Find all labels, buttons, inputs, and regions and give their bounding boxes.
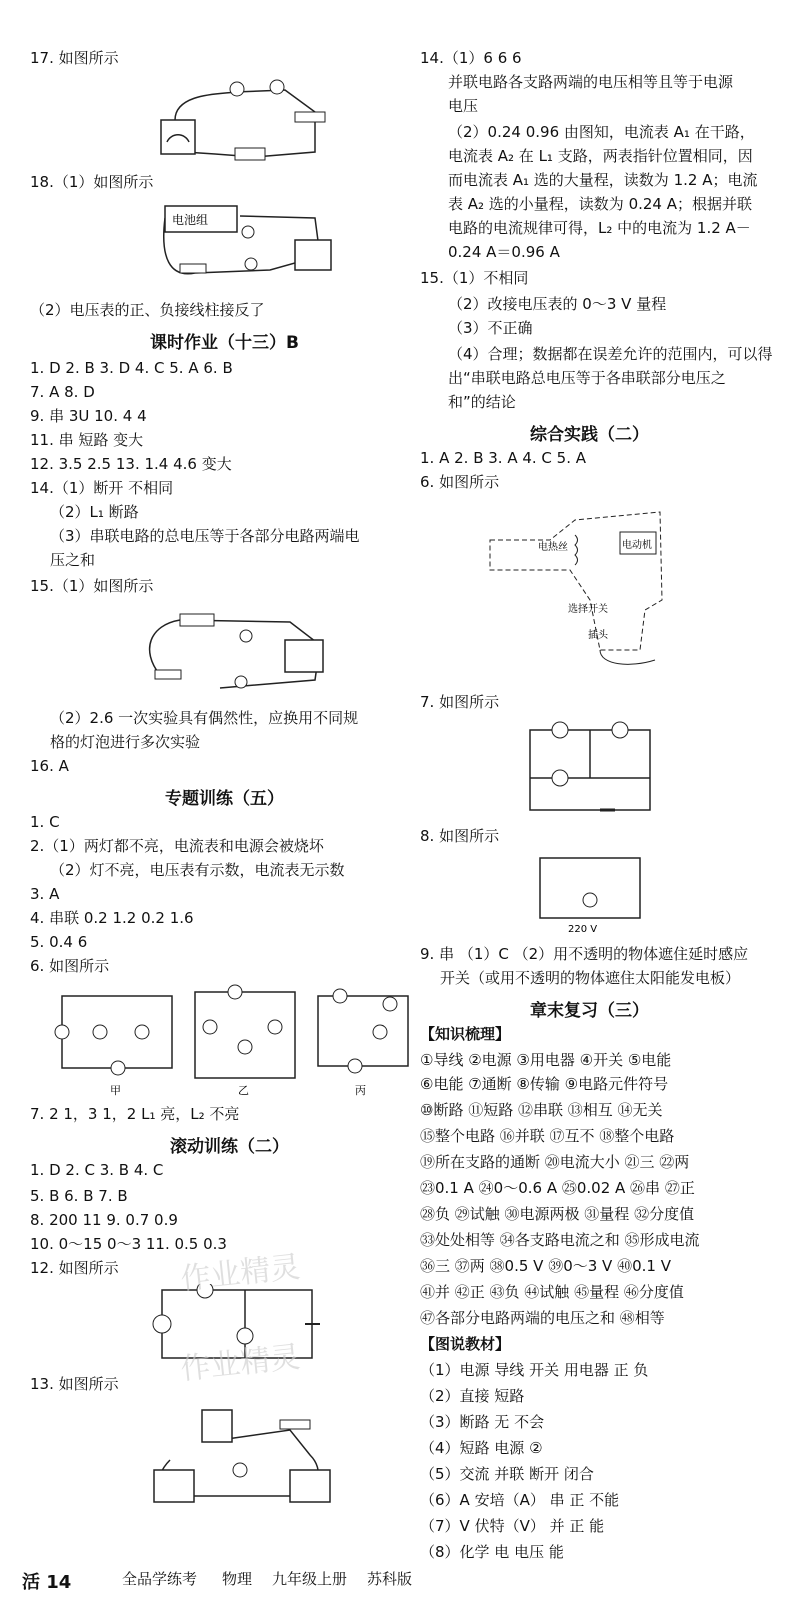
answer-line: （3）断路 无 不会 [420, 1413, 545, 1431]
lamp-icon [55, 1025, 69, 1039]
answer-line: 9. 串 3U 10. 4 4 [30, 407, 147, 425]
voltmeter-icon [373, 1025, 387, 1039]
answer-line: （6）A 安培（A） 串 正 不能 [420, 1491, 620, 1509]
figure-label: 乙 [238, 1084, 249, 1097]
answer-line: 15.（1）如图所示 [30, 577, 154, 595]
answer-line: 12. 如图所示 [30, 1259, 119, 1277]
switch-icon [180, 264, 206, 273]
figure-dryer-circuit [480, 500, 700, 675]
switch-label: 选择开关 [568, 604, 608, 615]
answer-line: 8. 200 11 9. 0.7 0.9 [30, 1211, 178, 1229]
answer-line: （2）改接电压表的 0～3 V 量程 [448, 295, 667, 313]
ammeter-icon [154, 1470, 194, 1502]
answer-line: 开关（或用不透明的物体遮住太阳能发电板） [440, 969, 741, 987]
answer-line: 6. 如图所示 [30, 957, 110, 975]
answer-line: ⑥电能 ⑦通断 ⑧传输 ⑨电路元件符号 [420, 1075, 669, 1093]
voltmeter-icon [228, 985, 242, 999]
answer-line: 5. B 6. B 7. B [30, 1187, 128, 1205]
voltmeter-icon [285, 640, 323, 672]
answer-line: ㉘负 ㉙试触 ㉚电源两极 ㉛量程 ㉜分度值 [420, 1205, 695, 1223]
lamp-icon [333, 989, 347, 1003]
answer-line: 14.（1）6 6 6 [420, 49, 522, 67]
answer-line: 电路的电流规律可得，L₂ 中的电流为 1.2 A－ [448, 219, 751, 237]
subsection-title: 【知识梳理】 [420, 1025, 511, 1043]
answer-line: 7. 如图所示 [420, 693, 500, 711]
heater-icon [575, 535, 578, 565]
figure-18-circuit [150, 198, 350, 293]
q18-label: 18.（1）如图所示 [30, 173, 154, 191]
answer-line: （5）交流 并联 断开 闭合 [420, 1465, 594, 1483]
answer-line: 3. A [30, 885, 60, 903]
answer-line: ㊶并 ㊷正 ㊸负 ㊹试触 ㊺量程 ㊻分度值 [420, 1283, 684, 1301]
ammeter-icon [135, 1025, 149, 1039]
voltmeter-icon [290, 1470, 330, 1502]
answer-line: ㉝处处相等 ㉞各支路电流之和 ㉟形成电流 [420, 1231, 700, 1249]
answer-line: 电流表 A₂ 在 L₁ 支路，两表指针位置相同，因 [448, 147, 753, 165]
answer-line: （2）直接 短路 [420, 1387, 525, 1405]
voltmeter-icon [238, 1040, 252, 1054]
answer-line: ⑮整个电路 ⑯并联 ⑰互不 ⑱整个电路 [420, 1127, 675, 1145]
answer-line: 9. 串 （1）C （2）用不透明的物体遮住延时感应 [420, 945, 749, 963]
answer-line: 5. 0.4 6 [30, 933, 88, 951]
lamp-icon [203, 1020, 217, 1034]
answer-line: 10. 0～15 0～3 11. 0.5 0.3 [30, 1235, 227, 1253]
answer-line: 并联电路各支路两端的电压相等且等于电源 [448, 73, 734, 91]
lamp-icon [348, 1059, 362, 1073]
lamp-icon [230, 82, 244, 96]
voltmeter-icon [295, 240, 331, 270]
heater-label: 电热丝 [538, 542, 568, 553]
ammeter-icon [383, 997, 397, 1011]
answer-line: 电压 [448, 97, 479, 115]
section-heading: 课时作业（十三）B [150, 333, 299, 353]
answer-line: ①导线 ②电源 ③用电器 ④开关 ⑤电能 [420, 1051, 672, 1069]
subject: 物理 [222, 1570, 253, 1588]
lamp-icon [242, 226, 254, 238]
battery-icon [180, 614, 214, 626]
switch-icon [280, 1420, 310, 1429]
answer-line: 12. 3.5 2.5 13. 1.4 4.6 变大 [30, 455, 232, 473]
grade: 九年级上册 [272, 1570, 348, 1588]
answer-line: （2）2.6 一次实验具有偶然性，应换用不同规 [50, 709, 359, 727]
lamp-icon [93, 1025, 107, 1039]
answer-line: 1. D 2. B 3. D 4. C 5. A 6. B [30, 359, 233, 377]
answer-line: ㊼各部分电路两端的电压之和 ㊽相等 [420, 1309, 665, 1327]
figure-13-circuit [140, 1400, 340, 1510]
answer-line: 7. A 8. D [30, 383, 95, 401]
figure-7-circuit [520, 718, 660, 818]
switch-icon [295, 112, 325, 122]
answer-line: 11. 串 短路 变大 [30, 431, 144, 449]
figure-17-circuit [155, 72, 335, 172]
answer-line: （8）化学 电 电压 能 [420, 1543, 564, 1561]
voltmeter-icon [552, 770, 568, 786]
figure-6-circuits [50, 982, 420, 1100]
voltage-label: 220 V [568, 924, 598, 935]
answer-line: 4. 串联 0.2 1.2 0.2 1.6 [30, 909, 194, 927]
answer-line: 1. A 2. B 3. A 4. C 5. A [420, 449, 587, 467]
answer-line: 2.（1）两灯都不亮，电流表和电源会被烧坏 [30, 837, 324, 855]
answer-line: 0.24 A＝0.96 A [448, 243, 560, 261]
answer-line: （4）短路 电源 ② [420, 1439, 543, 1457]
answer-line: （2）0.24 0.96 由图知，电流表 A₁ 在干路， [448, 123, 755, 141]
lamp-icon [240, 630, 252, 642]
lamp-icon [233, 1463, 247, 1477]
voltmeter-icon [111, 1061, 125, 1075]
figure-label: 丙 [355, 1084, 366, 1097]
edition: 苏科版 [367, 1570, 413, 1588]
q17-label: 17. 如图所示 [30, 49, 119, 67]
page-footer [22, 1566, 762, 1592]
answer-line: 格的灯泡进行多次实验 [50, 733, 201, 751]
plug-label: 插头 [588, 630, 608, 641]
book-title: 全品学练考 [122, 1570, 198, 1588]
answer-line: （3）不正确 [448, 319, 533, 337]
answer-line: 1. C [30, 813, 60, 831]
answer-line: ㊱三 ㊲两 ㊳0.5 V ㊴0～3 V ㊵0.1 V [420, 1257, 671, 1275]
answer-line: 1. D 2. C 3. B 4. C [30, 1161, 164, 1179]
answer-line: （2）灯不亮，电压表有示数，电流表无示数 [50, 861, 345, 879]
subsection-title: 【图说教材】 [420, 1335, 511, 1353]
motor-label: 电动机 [622, 540, 652, 551]
page-number: 活 14 [22, 1572, 72, 1593]
answer-line: 压之和 [50, 551, 96, 569]
figure-8-circuit [520, 850, 660, 935]
answer-line: 15.（1）不相同 [420, 269, 529, 287]
watermark: 作业精灵 [178, 1249, 302, 1298]
figure-15-circuit [140, 600, 340, 700]
section-heading: 综合实践（二） [530, 425, 649, 445]
lamp-icon [245, 258, 257, 270]
answer-line: 6. 如图所示 [420, 473, 500, 491]
lamp-icon [583, 893, 597, 907]
answer-line: 14.（1）断开 不相同 [30, 479, 174, 497]
plug-cord-icon [600, 650, 655, 664]
answer-line: 出“串联电路总电压等于各串联部分电压之 [448, 369, 726, 387]
answer-line: （7）V 伏特（V） 并 正 能 [420, 1517, 605, 1535]
lamp-icon [552, 722, 568, 738]
answer-line: 而电流表 A₁ 选的大量程，读数为 1.2 A；电流 [448, 171, 758, 189]
figure-label: 甲 [110, 1084, 121, 1097]
answer-line: （3）串联电路的总电压等于各部分电路两端电 [50, 527, 360, 545]
lamp-icon [270, 80, 284, 94]
watermark: 作业精灵 [178, 1339, 302, 1388]
answer-line: 16. A [30, 757, 69, 775]
answer-line: 8. 如图所示 [420, 827, 500, 845]
answer-line: ⑩断路 ⑪短路 ⑫串联 ⑬相互 ⑭无关 [420, 1101, 663, 1119]
section-heading: 滚动训练（二） [170, 1137, 289, 1157]
ammeter-icon [153, 1315, 171, 1333]
battery-label: 电池组 [172, 213, 209, 227]
answer-line: ⑲所在支路的通断 ⑳电流大小 ㉑三 ㉒两 [420, 1153, 690, 1171]
battery-icon [235, 148, 265, 160]
q18-answer: （2）电压表的正、负接线柱接反了 [30, 301, 265, 319]
section-heading: 专题训练（五） [165, 789, 284, 809]
answer-line: 表 A₂ 选的小量程，读数为 0.24 A；根据并联 [448, 195, 753, 213]
answer-line: （2）L₁ 断路 [50, 503, 139, 521]
answer-line: 13. 如图所示 [30, 1375, 119, 1393]
ammeter-icon [161, 120, 195, 154]
answer-line: （4）合理；数据都在误差允许的范围内，可以得 [448, 345, 773, 363]
lamp-icon [268, 1020, 282, 1034]
answer-line: 7. 2 1，3 1，2 L₁ 亮，L₂ 不亮 [30, 1105, 240, 1123]
section-heading: 章末复习（三） [530, 1001, 649, 1021]
answer-line: （1）电源 导线 开关 用电器 正 负 [420, 1361, 649, 1379]
answer-line: 和”的结论 [448, 393, 516, 411]
lamp-icon [235, 676, 247, 688]
answer-line: ㉓0.1 A ㉔0～0.6 A ㉕0.02 A ㉖串 ㉗正 [420, 1179, 695, 1197]
battery-icon [202, 1410, 232, 1442]
lamp-icon [612, 722, 628, 738]
switch-icon [155, 670, 181, 679]
